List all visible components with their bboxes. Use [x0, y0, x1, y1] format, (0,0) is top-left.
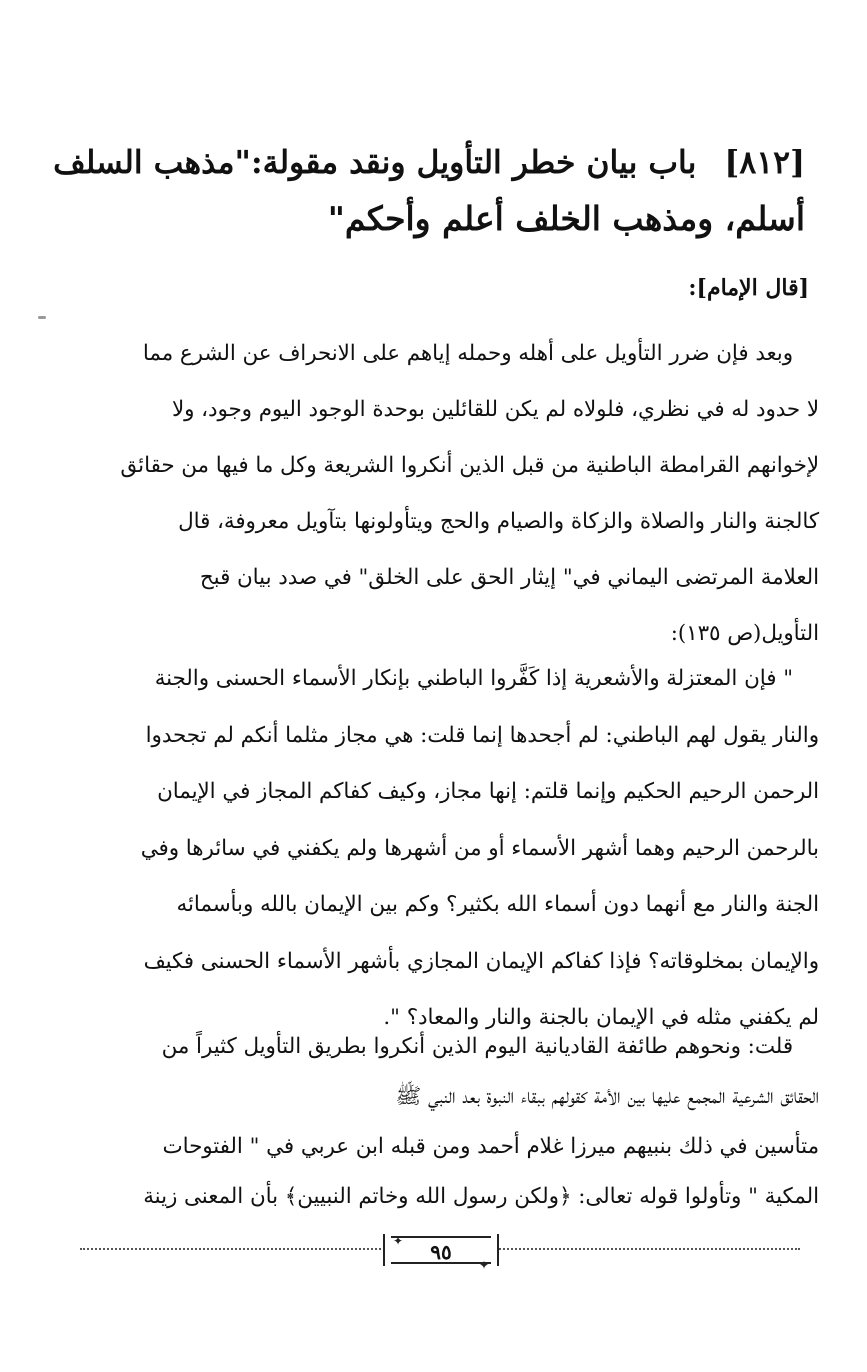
scan-speck: [38, 316, 46, 319]
page-footer: [80, 1230, 800, 1270]
heading-line-1: [45, 135, 805, 191]
heading-line-2: أسلم، ومذهب الخلف أعلم وأحكم": [327, 199, 805, 238]
frame-ornament-icon: ✦: [478, 1258, 489, 1272]
text-line: " فإن المعتزلة والأشعرية إذا كَفَّروا الباطني بإنكار الأسماء الحسنى والجنة: [154, 666, 793, 691]
text-line: والنار يقول لهم الباطني: لم أجحدها إنما قلت: هي مجاز مثلما أنكم لم تجحدوا: [145, 722, 819, 748]
text-line: والإيمان بمخلوقاته؟ فإذا كفاكم الإيمان المجازي بأشهر الأسماء الحسنى فكيف: [143, 948, 819, 974]
heading-title-part-1: باب بيان خطر التأويل ونقد مقولة:"مذهب السلف: [53, 144, 697, 181]
page-number: ٩٥: [430, 1240, 452, 1264]
text-line: المكية " وتأولوا قوله تعالى: ﴿ولكن رسول الله وخاتم النبيين﴾ بأن المعنى زينة: [143, 1184, 819, 1209]
text-line: لإخوانهم القرامطة الباطنية من قبل الذين أنكروا الشريعة وكل ما فيها من حقائق: [120, 453, 819, 478]
chapter-number: [٨١٢]: [724, 144, 805, 181]
quotation-paragraph: [49, 651, 819, 1047]
paragraph-1: [49, 326, 819, 662]
text-line: بالرحمن الرحيم وهما أشهر الأسماء أو من أشهرها ولم يكفني في سائرها وفي: [140, 835, 819, 861]
speaker-label: [قال الإمام]:: [688, 275, 809, 301]
text-line: وبعد فإن ضرر التأويل على أهله وحمله إياهم على الانحراف عن الشرع مما: [142, 341, 793, 366]
text-line: الرحمن الرحيم الحكيم وإنما قلتم: إنها مجاز، وكيف كفاكم المجاز في الإيمان: [157, 779, 819, 804]
text-line: لم يكفني مثله في الإيمان بالجنة والنار والمعاد؟ ".: [383, 1005, 819, 1030]
text-line: الحقائق الشرعية المجمع عليها بين الأمة كقولهم ببقاء النبوة بعد النبي ﷺ: [395, 1084, 819, 1109]
chapter-heading: [45, 135, 805, 247]
paragraph-3: [49, 1022, 819, 1222]
text-line: لا حدود له في نظري، فلولاه لم يكن للقائلين بوحدة الوجود اليوم وجود، ولا: [171, 397, 819, 422]
text-line: متأسين في ذلك بنبيهم ميرزا غلام أحمد ومن قبله ابن عربي في " الفتوحات: [162, 1134, 819, 1159]
text-line: العلامة المرتضى اليماني في" إيثار الحق على الخلق" في صدد بيان قبح: [199, 565, 819, 590]
frame-ornament-icon: ✦: [393, 1234, 404, 1248]
text-line: الجنة والنار مع أنهما دون أسماء الله بكثير؟ وكم بين الإيمان بالله وبأسمائه: [176, 892, 819, 917]
text-line: قلت: ونحوهم طائفة القاديانية اليوم الذين أنكروا بطريق التأويل كثيراً من: [161, 1034, 793, 1059]
text-line: التأويل(ص ١٣٥):: [670, 621, 819, 646]
text-line: كالجنة والنار والصلاة والزكاة والصيام والحج ويتأولونها بتآويل معروفة، قال: [178, 509, 819, 534]
page-number-frame: [383, 1234, 499, 1272]
